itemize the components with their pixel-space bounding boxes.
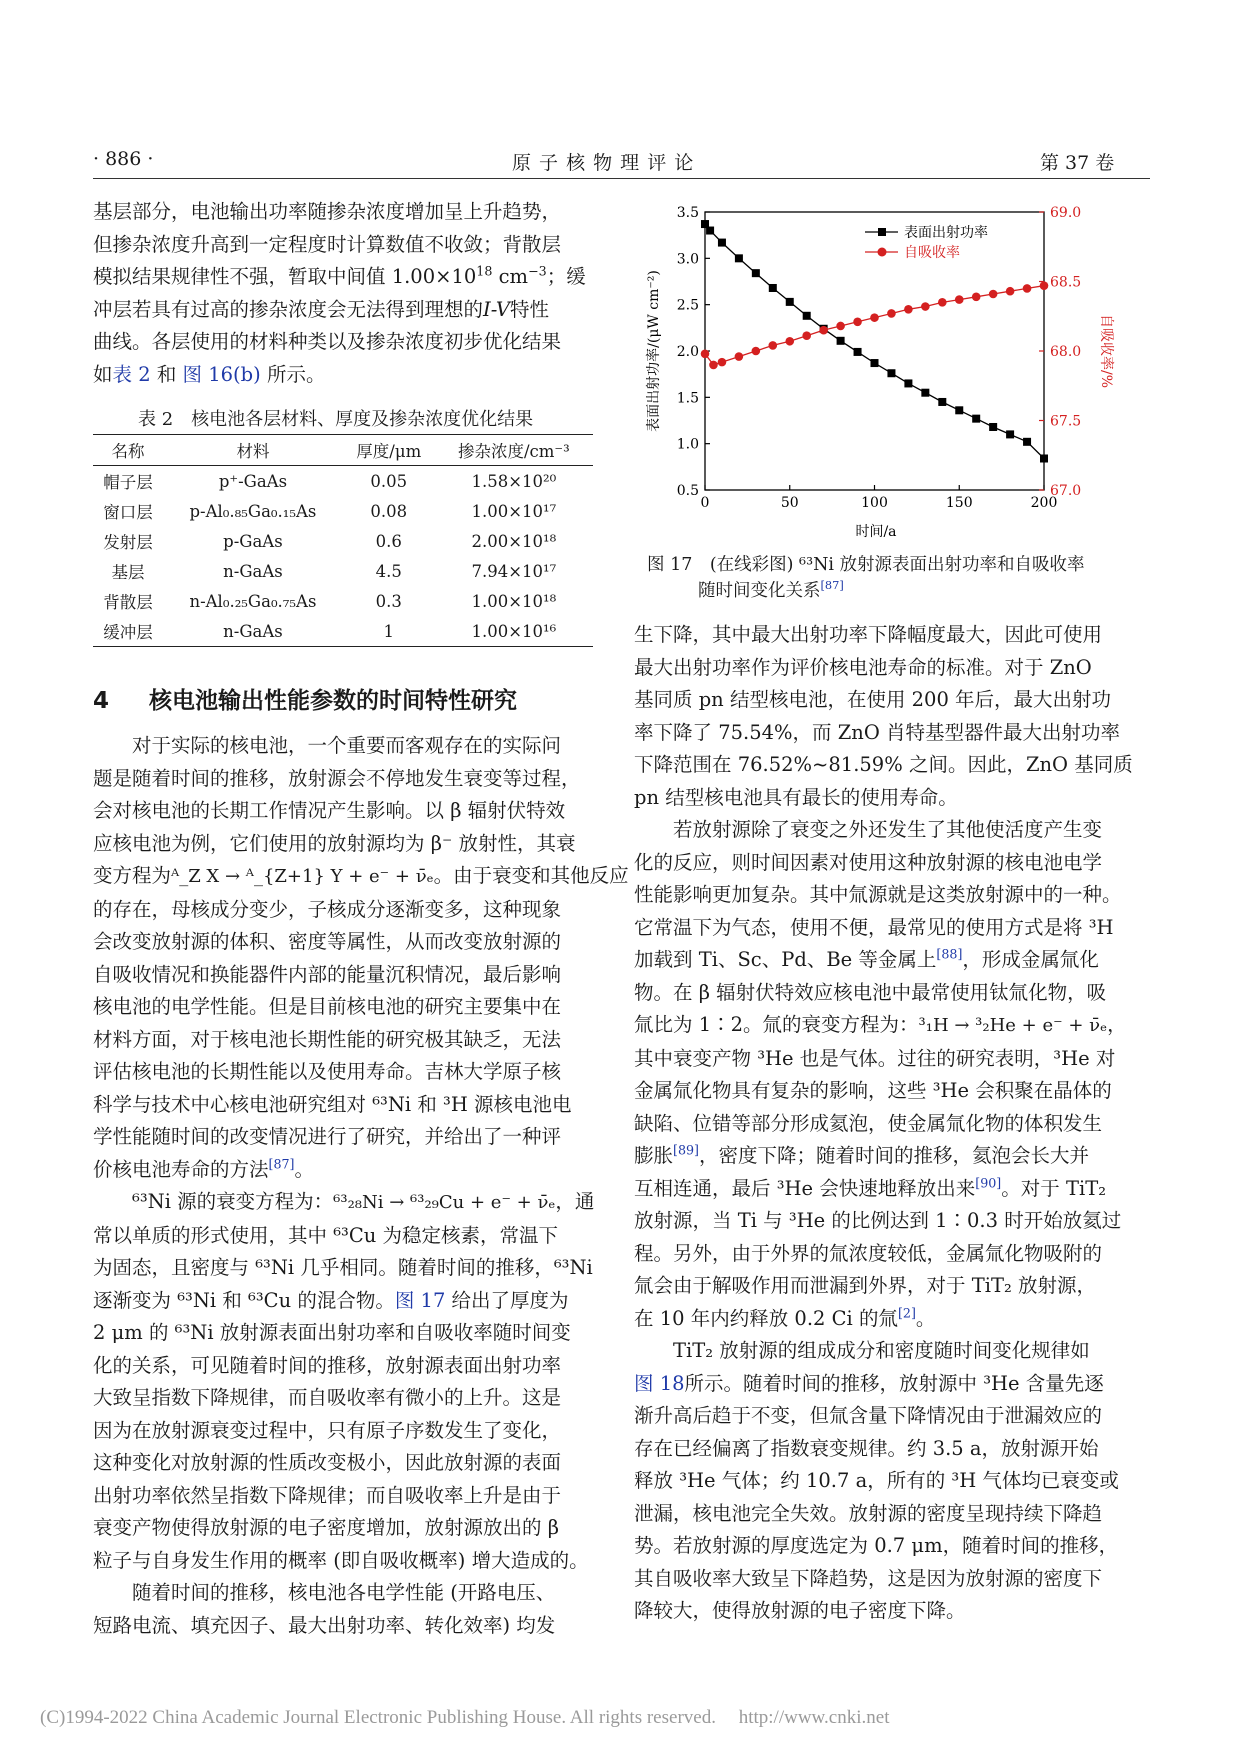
citation-87[interactable]: [87] [268, 1156, 295, 1171]
data-point-power [735, 254, 743, 262]
chart-legend [865, 224, 988, 261]
citation-87[interactable]: [87] [820, 578, 844, 593]
x-tick-label: 100 [861, 495, 888, 511]
column-header: 材料 [236, 442, 270, 461]
table-2-caption: 表 2 核电池各层材料、厚度及掺杂浓度优化结果 [138, 409, 534, 430]
citation-2[interactable]: [2] [897, 1305, 916, 1320]
data-point-absorption [718, 358, 727, 367]
data-point-power [904, 379, 912, 387]
column-header: 掺杂浓度/cm⁻³ [457, 442, 570, 461]
data-point-power [972, 415, 980, 423]
data-point-power [786, 298, 794, 306]
text-line: 如表 2 和 图 16(b) 所示。 [93, 362, 326, 386]
y-tick-label-right: 69.0 [1050, 205, 1082, 221]
data-point-power [921, 389, 929, 397]
text-line: 冲层若具有过高的掺杂浓度会无法得到理想的I-V特性 [93, 297, 549, 321]
data-point-absorption [955, 295, 964, 304]
figure-17-chart [640, 190, 1140, 560]
right-column-text: 生下降，其中最大出射功率下降幅度最大，因此可使用 最大出射功率作为评价核电池寿命的标准。对于 ZnO 基同质 pn 结型核电池，在使用 200 年后，最大出射功 率下降了 75.54%，而 ZnO 肖特基型器件最大出射功率 下降范围在 76.52%~81.59% 之间。因此，ZnO 基同质 pn 结型核电池具有最长的使用寿命。 若放射源除了衰变之外还发生了其他使活度产生变 化的反应，则时间因素对使用这种放射源的核电池电学 性能影响更加复杂。其中氚源就是这类放射源中的一种。 它常温下为气态，使用不便，最常见的使用方式是将 ³H 加载到 Ti、Sc、Pd、Be 等金属上[88]，形成金属氚化 物。在 β 辐射伏特效应核电池中最常使用钛氚化物，吸 氚比为 1∶2。氚的衰变方程为：³₁H → ³₂He + e⁻ + ν̄ₑ， 其中衰变产物 ³He 也是气体。过往的研究表明，³He 对 金属氚化物具有复杂的影响，这些 ³He 会积聚在晶体的 缺陷、位错等部分形成氦泡，使金属氚化物的体积发生 膨胀[89]，密度下降；随着时间的推移，氦泡会长大并 互相连通，最后 ³He 会快速地释放出来[90]。对于 TiT₂ 放射源，当 Ti 与 ³He 的比例达到 1∶0.3 时开始放氦过 程。另外，由于外界的氚浓度较低，金属氚化物吸附的 氚会由于解吸作用而泄漏到外界，对于 TiT₂ 放射源， 在 10 年内约释放 0.2 Ci 的氚[2]。 TiT₂ 放射源的组成成分和密度随时间变化规律如 图 18所示。随着时间的推移，放射源中 ³He 含量先逐 渐升高后趋于不变，但氚含量下降情况由于泄漏效应的 存在已经偏离了指数衰变规律。约 3.5 a，放射源开始 释放 ³He 气体；约 10.7 a，所有的 ³H 气体均已衰变或 泄漏，核电池完全失效。放射源的密度呈现持续下降趋 势。若放射源的厚度选定为 0.7 μm，随着时间的推移， 其自吸收率大致呈下降趋势，这是因为放射源的密度下 降较大，使得放射源的电子密度下降。 [634, 623, 1133, 1622]
citation-89[interactable]: [89] [673, 1142, 699, 1158]
header-rule [93, 178, 1150, 179]
decay-equation: ᴬ_Z X → ᴬ_{Z+1} Y + e⁻ + ν̄ₑ [171, 866, 434, 887]
y-axis-label-left: 表面出射功率/(μW cm⁻²) [646, 270, 662, 432]
x-tick-label: 200 [1030, 495, 1058, 511]
data-point-power [1006, 430, 1014, 438]
data-point-power [1040, 454, 1048, 462]
data-point-power [955, 406, 963, 414]
data-point-power [871, 359, 879, 367]
page-number: · 886 · [93, 148, 154, 170]
data-point-power [706, 227, 714, 235]
text-line: 基层部分，电池输出功率随掺杂浓度增加呈上升趋势， [93, 200, 562, 223]
x-tick-label: 50 [780, 495, 799, 511]
data-point-absorption [1023, 284, 1032, 293]
column-header: 厚度/μm [356, 442, 422, 461]
table-row: 窗口层 p-Al₀.₈₅Ga₀.₁₅As 0.08 1.00×10¹⁷ [103, 501, 557, 522]
table-row: 缓冲层 n-GaAs 1 1.00×10¹⁶ [93, 616, 593, 647]
figure-16b-link[interactable]: 图 16(b) [182, 362, 261, 386]
data-point-absorption [1040, 281, 1049, 290]
figure-17-caption: 图 17 (在线彩图) ⁶³Ni 放射源表面出射功率和自吸收率 随时间变化关系[87] [647, 555, 1085, 601]
table-row: 帽子层 p⁺-GaAs 0.05 1.58×10²⁰ [103, 471, 557, 492]
data-point-power [718, 239, 726, 247]
x-tick-label: 150 [945, 495, 973, 511]
data-point-absorption [989, 290, 998, 299]
journal-title: 原 子 核 物 理 评 论 [512, 152, 695, 174]
data-point-power [837, 337, 845, 345]
y-tick-label-right: 68.0 [1050, 344, 1082, 360]
data-point-power [938, 398, 946, 406]
data-point-absorption [836, 322, 845, 331]
figure-17-link[interactable]: 图 17 [394, 1288, 446, 1312]
data-point-absorption [709, 361, 718, 370]
data-point-absorption [785, 337, 794, 346]
legend-label-power: 表面出射功率 [904, 225, 988, 241]
y-tick-label-left: 2.5 [676, 297, 699, 314]
data-point-power [803, 312, 811, 320]
y-tick-label-left: 2.0 [676, 344, 699, 360]
data-point-absorption [972, 292, 981, 301]
citation-90[interactable]: [90] [975, 1175, 1002, 1190]
data-point-absorption [735, 352, 744, 361]
section-title: 核电池输出性能参数的时间特性研究 [149, 688, 518, 714]
table-header-row [93, 435, 593, 466]
cnki-link[interactable]: http://www.cnki.net [738, 1707, 890, 1728]
y-tick-label-left: 1.0 [676, 436, 699, 453]
section-number: 4 [93, 688, 110, 714]
y-tick-label-right: 67.0 [1050, 483, 1082, 499]
y-tick-label-right: 68.5 [1050, 274, 1082, 291]
legend-label-absorption: 自吸收率 [904, 245, 960, 261]
column-header: 名称 [111, 442, 145, 461]
text-line: 模拟结果规律性不强，暂取中间值 $1.00\times 10^{18}$ $cm^{-3}$；缓 [93, 263, 586, 288]
table-2-link[interactable]: 表 2 [112, 362, 151, 386]
y-tick-label-left: 3.0 [676, 251, 699, 268]
y-tick-label-left: 0.5 [676, 483, 699, 499]
data-point-power [1023, 438, 1031, 446]
x-axis-label: 时间/a [855, 524, 897, 540]
volume-label: 第 37 卷 [1040, 152, 1115, 174]
text-line: 但掺杂浓度升高到一定程度时计算数值不收敛；背散层 [93, 232, 562, 256]
y-tick-label-right: 67.5 [1050, 413, 1082, 430]
data-point-absorption [819, 326, 828, 335]
table-row: 背散层 n-Al₀.₂₅Ga₀.₇₅As 0.3 1.00×10¹⁸ [103, 591, 557, 612]
x-tick-label: 0 [700, 495, 710, 511]
data-point-absorption [701, 349, 710, 358]
text-line: 曲线。各层使用的材料种类以及掺杂浓度初步优化结果 [93, 330, 562, 353]
left-section-text: 对于实际的核电池，一个重要而客观存在的实际问 题是随着时间的推移，放射源会不停地发生衰变等过程， 会对核电池的长期工作情况产生影响。以 β 辐射伏特效 应核电池为例，它们使用的放射源均为 β⁻ 放射性，其衰 变方程为ᴬ_Z X → ᴬ_{Z+1} Y + e⁻ + ν̄ₑ。由于衰变和其他反应 的存在，母核成分变少，子核成分逐渐变多，这种现象 会改变放射源的体积、密度等属性，从而改变放射源的 自吸收情况和换能器件内部的能量沉积情况，最后影响 核电池的电学性能。但是目前核电池的研究主要集中在 材料方面，对于核电池长期性能的研究极其缺乏，无法 评估核电池的长期性能以及使用寿命。吉林大学原子核 科学与技术中心核电池研究组对 ⁶³Ni 和 ³H 源核电池电 学性能随时间的改变情况进行了研究，并给出了一种评 价核电池寿命的方法[87]。 ⁶³Ni 源的衰变方程为：⁶³₂₈Ni → ⁶³₂₉Cu + e⁻ + ν̄ₑ，通 常以单质的形式使用，其中 ⁶³Cu 为稳定核素，常温下 为固态，且密度与 ⁶³Ni 几乎相同。随着时间的推移，⁶³Ni 逐渐变为 ⁶³Ni 和 ⁶³Cu 的混合物。图 17 给出了厚度为 2 μm 的 ⁶³Ni 放射源表面出射功率和自吸收率随时间变 化的关系，可见随着时间的推移，放射源表面出射功率 大致呈指数下降规律，而自吸收率有微小的上升。这是 因为在放射源衰变过程中，只有原子序数发生了变化， 这种变化对放射源的性质改变极小，因此放射源的表面 出射功率依然呈指数下降规律；而自吸收率上升是由于 衰变产物使得放射源的电子密度增加，放射源放出的 β 粒子与自身发生作用的概率 (即自吸收概率) 增大造成的。 随着时间的推移，核电池各电学性能 (开路电压、 短路电流、填充因子、最大出射功率、转化效率) 均发 [93, 730, 593, 1642]
figure-18-link[interactable]: 图 18 [634, 1371, 685, 1395]
table-row: 基层 n-GaAs 4.5 7.94×10¹⁷ [111, 561, 557, 582]
left-intro-paragraph [93, 196, 593, 391]
ni63-decay-equation: ⁶³₂₈Ni → ⁶³₂₉Cu + e⁻ + ν̄ₑ [333, 1192, 556, 1213]
table-2 [93, 434, 593, 647]
tritium-decay-equation: ³₁H → ³₂He + e⁻ + ν̄ₑ [918, 1015, 1108, 1036]
citation-88[interactable]: [88] [936, 946, 963, 962]
data-point-absorption [802, 331, 811, 340]
data-point-absorption [1006, 287, 1015, 296]
data-point-absorption [870, 313, 879, 322]
copyright-footer: (C)1994-2022 China Academic Journal Electronic Publishing House. All rights reserved. http://www.cnki.net [40, 1707, 890, 1728]
data-point-absorption [904, 305, 913, 314]
y-tick-label-left: 3.5 [676, 205, 699, 221]
section-heading [93, 682, 517, 715]
data-point-absorption [853, 318, 862, 327]
data-point-power [752, 269, 760, 277]
legend-marker-power [878, 228, 886, 236]
data-point-power [887, 369, 895, 377]
data-point-absorption [921, 302, 930, 311]
data-point-absorption [769, 341, 778, 350]
y-tick-label-left: 1.5 [676, 390, 699, 407]
data-point-power [989, 423, 997, 431]
data-point-absorption [752, 347, 761, 356]
data-point-power [854, 348, 862, 356]
data-point-absorption [887, 309, 896, 318]
table-row: 发射层 p-GaAs 0.6 2.00×10¹⁸ [103, 531, 557, 552]
text-line: 对于实际的核电池，一个重要而客观存在的实际问 [132, 734, 562, 757]
legend-marker-absorption [878, 248, 887, 257]
data-point-power [769, 284, 777, 292]
data-point-absorption [938, 298, 947, 307]
y-axis-label-right: 自吸收率/% [1098, 313, 1114, 389]
